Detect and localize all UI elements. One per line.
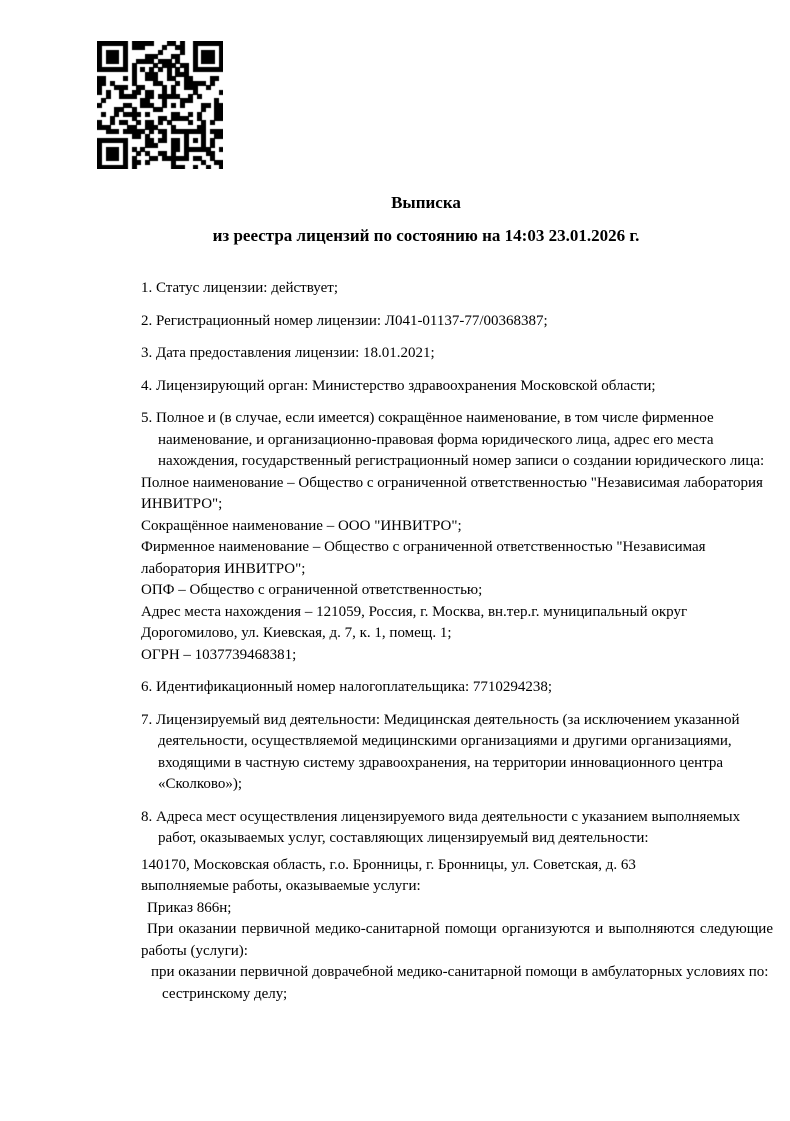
entity-full-name: Полное наименование – Общество с ограниченной ответственностью "Независимая лаборатория ИНВИТРО"; [141, 474, 763, 512]
activity-addresses-intro: 8. Адреса мест осуществления лицензируемого вида деятельности с указанием выполняемых работ, оказываемых услуг, составляющих лицензируемый вид деятельности: [141, 808, 741, 846]
work-item-nursing: сестринскому делу; [162, 985, 288, 1002]
licensing-authority-line: 4. Лицензирующий орган: Министерство здравоохранения Московской области; [141, 377, 656, 394]
qr-code-icon [97, 41, 223, 169]
document-title: Выписка [391, 193, 461, 212]
entity-details-block [141, 473, 773, 667]
work-item-primary-care: При оказании первичной медико-санитарной помощи организуются и выполняются следующие работы (услуги): [141, 921, 773, 959]
licensed-activity-line: 7. Лицензируемый вид деятельности: Медицинская деятельность (за исключением указанной деятельности, осуществляемой медицинскими организациями и другими организациями, входящими в частную систему здравоохранения, на территории инновационного центра «Сколково»); [141, 711, 740, 792]
inn-line: 6. Идентификационный номер налогоплательщика: 7710294238; [141, 679, 553, 695]
entity-names-intro: 5. Полное и (в случае, если имеется) сокращённое наименование, в том числе фирменное наименование, и организационно-правовая форма юридического лица, адрес его места нахождения, государственный регистрационный номер записи о создании юридического лица: [141, 410, 765, 469]
entity-address: Адрес места нахождения – 121059, Россия, г. Москва, вн.тер.г. муниципальный округ Дорогомилово, ул. Киевская, д. 7, к. 1, помещ. 1; [141, 603, 688, 641]
activity-address-block [141, 855, 773, 1006]
document-content [141, 192, 773, 1005]
entity-ogrn: ОГРН – 1037739468381; [141, 646, 297, 663]
license-status-line: 1. Статус лицензии: действует; [141, 280, 338, 296]
entity-brand-name: Фирменное наименование – Общество с ограниченной ответственностью "Независимая лаборатория ИНВИТРО"; [141, 539, 706, 577]
document-subtitle: из реестра лицензий по состоянию на 14:03 23.01.2026 г. [212, 226, 640, 245]
grant-date-line: 3. Дата предоставления лицензии: 18.01.2021; [141, 345, 435, 361]
registration-number-line: 2. Регистрационный номер лицензии: Л041-01137-77/00368387; [141, 312, 548, 329]
work-item-prehospital-care: при оказании первичной доврачебной медико-санитарной помощи в амбулаторных условиях по: [151, 964, 769, 980]
entity-short-name: Сокращённое наименование – ООО "ИНВИТРО"; [141, 517, 462, 534]
work-item-order: Приказ 866н; [147, 899, 232, 916]
activity-address-line: 140170, Московская область, г.о. Бронницы, г. Бронницы, ул. Советская, д. 63 [141, 856, 636, 873]
entity-legal-form: ОПФ – Общество с ограниченной ответственностью; [141, 582, 483, 598]
works-services-label: выполняемые работы, оказываемые услуги: [141, 878, 421, 894]
